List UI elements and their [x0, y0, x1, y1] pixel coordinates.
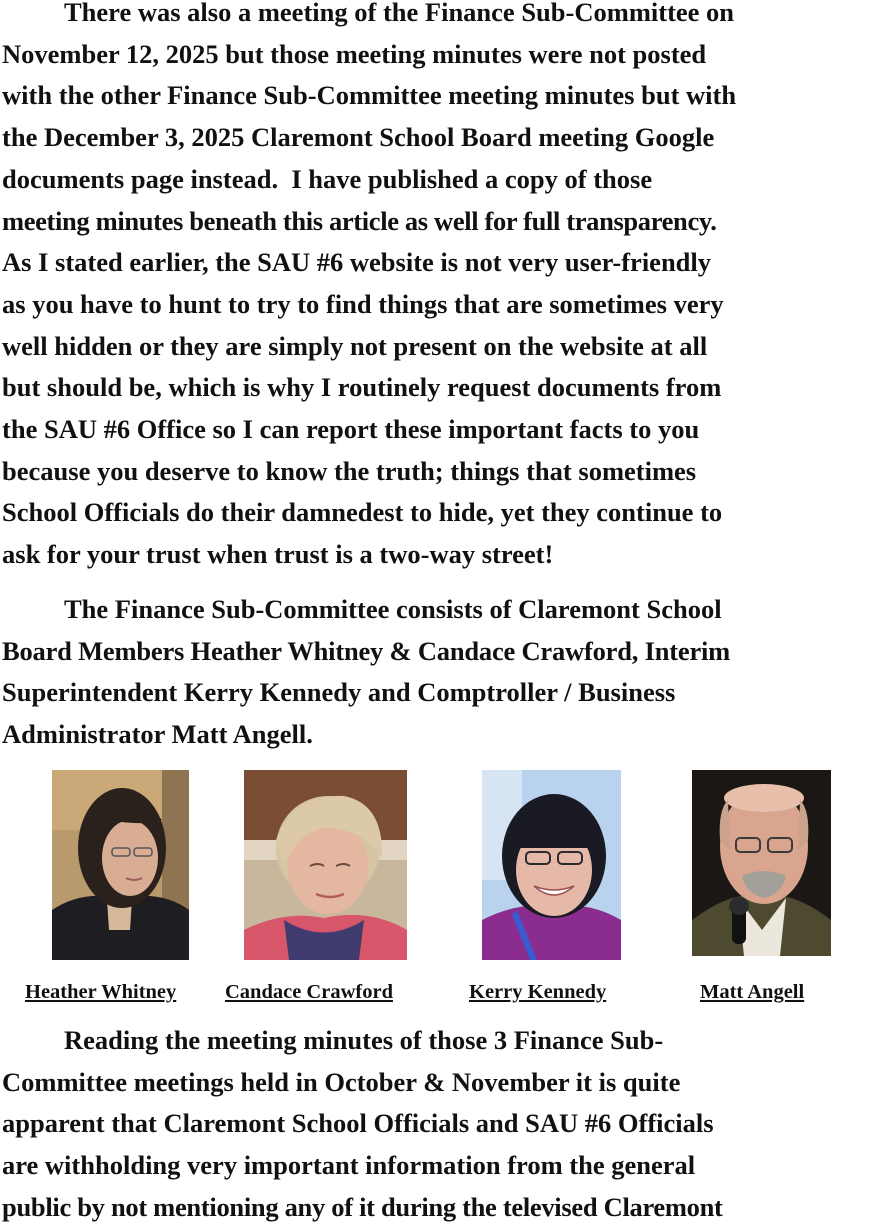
photo-candace-crawford — [244, 770, 407, 960]
paragraph-line: documents page instead. I have published a copy of those — [2, 163, 653, 194]
paragraph-line: ask for your trust when trust is a two-way street! — [2, 539, 554, 570]
paragraph-line: The Finance Sub-Committee consists of Claremont School — [64, 594, 722, 624]
photo-matt-angell — [692, 770, 831, 956]
caption-kerry-kennedy: Kerry Kennedy — [469, 981, 607, 1003]
paragraph-line: Board Members Heather Whitney & Candace Crawford, Interim — [2, 635, 731, 666]
paragraph-line: There was also a meeting of the Finance Sub-Committee on — [64, 0, 735, 27]
paragraph-line: because you deserve to know the truth; things that sometimes — [2, 455, 697, 486]
caption-heather-whitney: Heather Whitney — [25, 981, 177, 1003]
paragraph-line: as you have to hunt to try to find things that are sometimes very — [2, 288, 724, 319]
paragraph-line: Committee meetings held in October & November it is quite — [2, 1066, 681, 1097]
paragraph-line: with the other Finance Sub-Committee meeting minutes but with — [2, 80, 737, 111]
caption-candace-crawford: Candace Crawford — [225, 981, 393, 1003]
paragraph-line: but should be, which is why I routinely request documents from — [2, 372, 722, 403]
paragraph-line: the December 3, 2025 Claremont School Board meeting Google — [2, 122, 715, 153]
paragraph-line: November 12, 2025 but those meeting minutes were not posted — [2, 38, 707, 69]
paragraph-line: Superintendent Kerry Kennedy and Comptroller / Business — [2, 677, 676, 708]
paragraph-line: As I stated earlier, the SAU #6 website is not very user-friendly — [2, 247, 712, 278]
paragraph-line: well hidden or they are simply not present on the website at all — [2, 330, 708, 361]
paragraph-line: School Officials do their damnedest to hide, yet they continue to — [2, 497, 723, 528]
paragraph-line: public by not mentioning any of it during the televised Claremont — [2, 1191, 723, 1222]
paragraph-line: are withholding very important information from the general — [2, 1150, 696, 1181]
photo-heather-whitney — [52, 770, 189, 960]
paragraph-committee-members — [2, 589, 880, 756]
paragraph-line: meeting minutes beneath this article as well for full transparency. — [2, 205, 717, 236]
caption-matt-angell: Matt Angell — [700, 981, 805, 1003]
paragraph-minutes-reading — [2, 1020, 880, 1229]
paragraph-line: Reading the meeting minutes of those 3 Finance Sub- — [64, 1025, 664, 1055]
paragraph-line: apparent that Claremont School Officials and SAU #6 Officials — [2, 1108, 714, 1139]
paragraph-finance-meeting — [2, 0, 880, 576]
paragraph-line: Administrator Matt Angell. — [2, 719, 313, 750]
photo-kerry-kennedy — [482, 770, 621, 960]
paragraph-line: the SAU #6 Office so I can report these important facts to you — [2, 414, 700, 445]
